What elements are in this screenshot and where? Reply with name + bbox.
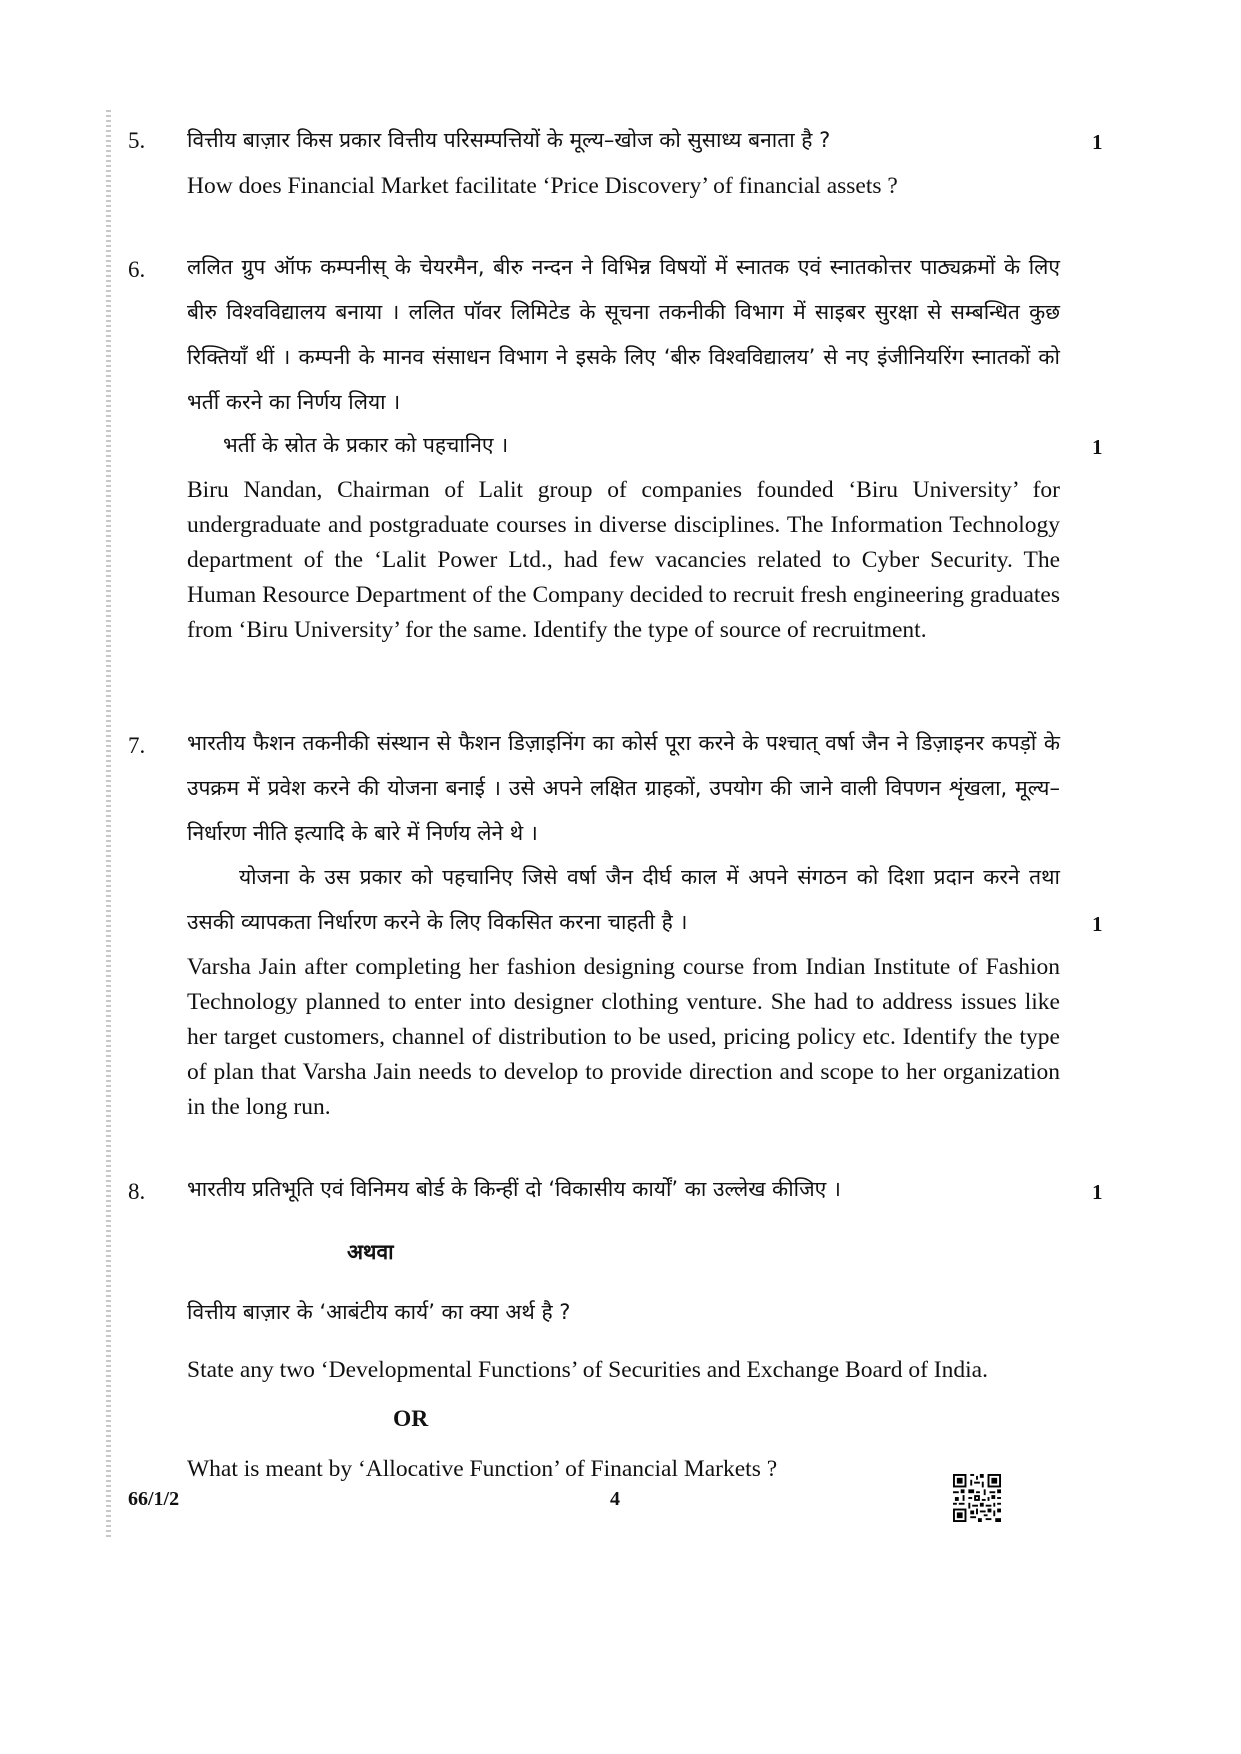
question-text-english: State any two ‘Developmental Functions’ of Securities and Exchange Board of India. (187, 1357, 988, 1383)
question-number: 5. (128, 128, 146, 153)
qr-code-icon (953, 1474, 1001, 1522)
page-number: 4 (610, 1488, 620, 1510)
margin-security-strip (106, 110, 111, 1540)
question-number: 8. (128, 1179, 146, 1204)
question-marks: 1 (1092, 130, 1103, 154)
question-text-english: Biru Nandan, Chairman of Lalit group of companies founded ‘Biru University’ for undergraduate and postgraduate courses in diverse disciplines. The Information Technology department of the ‘Lalit Power Ltd., had few vacancies related to Cyber Security. The Human Resource Department of the Company decided to recruit fresh engineering graduates from ‘Biru University’ for the same. Identify the type of source of recruitment. (187, 477, 1060, 643)
question-text-hindi: वित्तीय बाज़ार किस प्रकार वित्तीय परिसम्पत्तियों के मूल्य–खोज को सुसाध्य बनाता है ? (187, 128, 831, 152)
question-prompt-hindi: भर्ती के स्रोत के प्रकार को पहचानिए । (223, 433, 509, 457)
question-text-hindi: ललित ग्रुप ऑफ कम्पनीस् के चेयरमैन, बीरु नन्दन ने विभिन्न विषयों में स्नातक एवं स्नातकोत्तर पाठ्यक्रमों के लिए बीरु विश्वविद्यालय बनाया । ललित पॉवर लिमिटेड के सूचना तकनीकी विभाग में साइबर सुरक्षा से सम्बन्धित कुछ रिक्तियाँ थीं । कम्पनी के मानव संसाधन विभाग ने इसके लिए ‘बीरु विश्वविद्यालय’ से नए इंजीनियरिंग स्नातकों को भर्ती करने का निर्णय लिया । (187, 255, 1060, 414)
question-marks: 1 (1092, 435, 1103, 459)
question-marks: 1 (1092, 912, 1103, 936)
paper-code: 66/1/2 (128, 1488, 180, 1510)
question-marks: 1 (1092, 1180, 1103, 1204)
alternative-question-hindi: वित्तीय बाज़ार के ‘आबंटीय कार्य’ का क्या अर्थ है ? (187, 1300, 571, 1324)
or-separator-hindi: अथवा (347, 1240, 394, 1264)
question-number: 6. (128, 257, 146, 282)
question-text-english: Varsha Jain after completing her fashion designing course from Indian Institute of Fashion Technology planned to enter into designer clothing venture. She had to address issues like her target customers, channel of distribution to be used, pricing policy etc. Identify the type of plan that Varsha Jain needs to develop to provide direction and scope to her organization in the long run. (187, 954, 1060, 1120)
question-text-english: How does Financial Market facilitate ‘Price Discovery’ of financial assets ? (187, 173, 898, 199)
or-separator-english: OR (393, 1406, 429, 1432)
question-number: 7. (128, 733, 146, 758)
question-text-hindi: भारतीय फैशन तकनीकी संस्थान से फैशन डिज़ाइनिंग का कोर्स पूरा करने के पश्चात् वर्षा जैन ने डिज़ाइनर कपड़ों के उपक्रम में प्रवेश करने की योजना बनाई । उसे अपने लक्षित ग्राहकों, उपयोग की जाने वाली विपणन शृंखला, मूल्य–निर्धारण नीति इत्यादि के बारे में निर्णय लेने थे । (187, 731, 1060, 845)
question-prompt-hindi: योजना के उस प्रकार को पहचानिए जिसे वर्षा जैन दीर्घ काल में अपने संगठन को दिशा प्रदान करने तथा उसकी व्यापकता निर्धारण करने के लिए विकसित करना चाहती है । (187, 865, 1060, 934)
question-text-hindi: भारतीय प्रतिभूति एवं विनिमय बोर्ड के किन्हीं दो ‘विकासीय कार्यों’ का उल्लेख कीजिए । (187, 1177, 841, 1201)
alternative-question-english: What is meant by ‘Allocative Function’ of Financial Markets ? (187, 1456, 778, 1482)
